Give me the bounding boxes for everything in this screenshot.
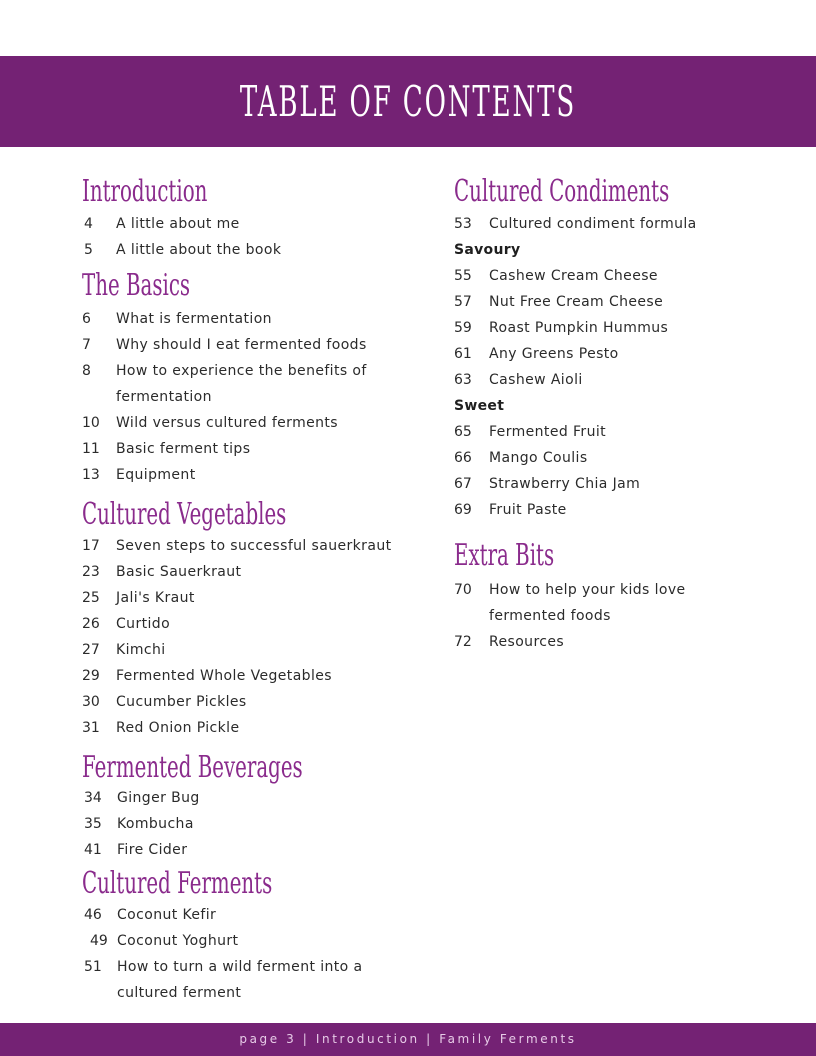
toc-page-number: 49 <box>90 933 108 949</box>
toc-entry-title: Kimchi <box>116 642 166 658</box>
section-heading-vegetables: Cultured Vegetables <box>82 497 287 532</box>
toc-entry-title: Kombucha <box>117 816 194 832</box>
toc-page-number: 59 <box>454 320 472 336</box>
section-heading-introduction: Introduction <box>82 174 208 209</box>
toc-page-number: 34 <box>84 790 102 806</box>
section-heading-condiments: Cultured Condiments <box>454 174 670 209</box>
toc-entry-title: Fermented Whole Vegetables <box>116 668 332 684</box>
section-heading-ferments: Cultured Ferments <box>82 866 273 901</box>
subheading-savoury: Savoury <box>454 242 521 258</box>
toc-entry-title: Cucumber Pickles <box>116 694 247 710</box>
toc-entry-title: Basic Sauerkraut <box>116 564 242 580</box>
toc-entry-title: How to turn a wild ferment into a <box>117 959 363 975</box>
toc-entry-title: A little about the book <box>116 242 282 258</box>
toc-page-number: 66 <box>454 450 472 466</box>
toc-page-number: 41 <box>84 842 102 858</box>
toc-entry-title: How to help your kids love <box>489 582 686 598</box>
toc-entry-title: Equipment <box>116 467 196 483</box>
toc-entry-title: Fruit Paste <box>489 502 567 518</box>
toc-entry-title: Why should I eat fermented foods <box>116 337 367 353</box>
toc-page-number: 5 <box>84 242 93 258</box>
toc-page-number: 26 <box>82 616 100 632</box>
toc-page-number: 61 <box>454 346 472 362</box>
toc-page-number: 46 <box>84 907 102 923</box>
toc-entry-title: Mango Coulis <box>489 450 588 466</box>
toc-page-number: 8 <box>82 363 91 379</box>
toc-entry-title: Nut Free Cream Cheese <box>489 294 664 310</box>
toc-entry-title-continued: cultured ferment <box>117 985 242 1001</box>
toc-page-number: 11 <box>82 441 100 457</box>
toc-page-number: 4 <box>84 216 93 232</box>
toc-entry-title: Jali's Kraut <box>116 590 195 606</box>
toc-page-number: 35 <box>84 816 102 832</box>
toc-entry-title: Any Greens Pesto <box>489 346 619 362</box>
toc-page-number: 13 <box>82 467 100 483</box>
toc-entry-title: Cultured condiment formula <box>489 216 697 232</box>
toc-entry-title-continued: fermentation <box>116 389 212 405</box>
section-heading-beverages: Fermented Beverages <box>82 750 303 785</box>
toc-page-number: 17 <box>82 538 100 554</box>
toc-page-number: 65 <box>454 424 472 440</box>
toc-page-number: 6 <box>82 311 91 327</box>
toc-entry-title: Fermented Fruit <box>489 424 607 440</box>
toc-entry-title: Strawberry Chia Jam <box>489 476 641 492</box>
toc-page-number: 27 <box>82 642 100 658</box>
toc-page-number: 23 <box>82 564 100 580</box>
subheading-sweet: Sweet <box>454 398 505 414</box>
page-title: TABLE OF CONTENTS <box>239 77 577 126</box>
section-heading-extras: Extra Bits <box>454 538 555 573</box>
toc-page-number: 51 <box>84 959 102 975</box>
toc-entry-title: How to experience the benefits of <box>116 363 367 379</box>
toc-entry-title: Curtido <box>116 616 171 632</box>
toc-entry-title-continued: fermented foods <box>489 608 611 624</box>
toc-entry-title: Coconut Yoghurt <box>117 933 239 949</box>
toc-entry-title: Seven steps to successful sauerkraut <box>116 538 392 554</box>
toc-page-number: 31 <box>82 720 100 736</box>
toc-entry-title: Basic ferment tips <box>116 441 251 457</box>
toc-entry-title: Coconut Kefir <box>117 907 217 923</box>
toc-entry-title: Roast Pumpkin Hummus <box>489 320 669 336</box>
toc-page-number: 10 <box>82 415 100 431</box>
toc-page-number: 29 <box>82 668 100 684</box>
toc-entry-title: Cashew Cream Cheese <box>489 268 658 284</box>
toc-page-number: 53 <box>454 216 472 232</box>
toc-entry-title: What is fermentation <box>116 311 272 327</box>
toc-entry-title: Cashew Aioli <box>489 372 583 388</box>
toc-page-number: 72 <box>454 634 472 650</box>
toc-entry-title: Resources <box>489 634 565 650</box>
toc-entry-title: A little about me <box>116 216 240 232</box>
toc-entry-title: Wild versus cultured ferments <box>116 415 338 431</box>
toc-page-number: 63 <box>454 372 472 388</box>
footer-text: page 3 | Introduction | Family Ferments <box>239 1032 577 1046</box>
toc-page-number: 55 <box>454 268 472 284</box>
toc-entry-title: Red Onion Pickle <box>116 720 240 736</box>
toc-page-number: 70 <box>454 582 472 598</box>
toc-entry-title: Fire Cider <box>117 842 188 858</box>
toc-page-number: 30 <box>82 694 100 710</box>
toc-page-number: 25 <box>82 590 100 606</box>
toc-page-number: 7 <box>82 337 91 353</box>
toc-page-number: 69 <box>454 502 472 518</box>
toc-page-number: 57 <box>454 294 472 310</box>
toc-page-number: 67 <box>454 476 472 492</box>
toc-entry-title: Ginger Bug <box>117 790 200 806</box>
section-heading-basics: The Basics <box>82 268 191 303</box>
